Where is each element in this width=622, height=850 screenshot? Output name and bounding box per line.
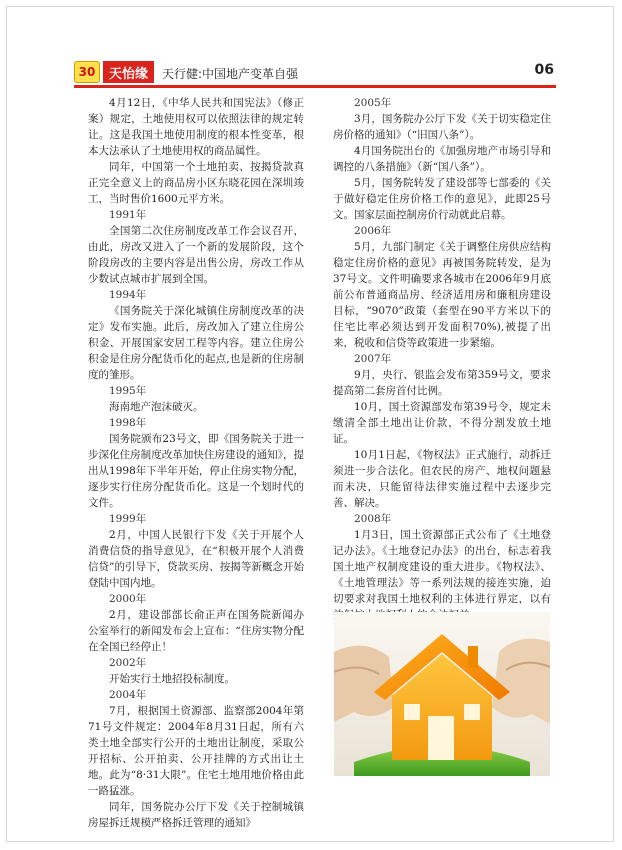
year-heading: 2008年 [354, 513, 392, 525]
year-heading: 1991年 [109, 209, 147, 221]
header-rule [74, 85, 556, 88]
paragraph: 2月，建设部部长俞正声在国务院新闻办公室举行的新闻发布会上宣布：“住房实物分配在全国已经停止！ [88, 609, 304, 653]
paragraph: 开始实行土地招投标制度。 [109, 673, 235, 685]
paragraph: 海南地产泡沫破灭。 [109, 401, 204, 413]
paragraph: 2月，中国人民银行下发《关于开展个人消费信贷的指导意见》，在“积极开展个人消费信贷”的引导下，贷款买房、按揭等新概念开始登陆中国内地。 [88, 529, 304, 589]
magazine-logo [74, 61, 154, 83]
paragraph: 9月，央行、银监会发布第359号文，要求提高第二套房首付比例。 [333, 369, 551, 397]
year-heading: 2005年 [354, 97, 392, 109]
logo-badge: 30 [74, 61, 100, 83]
right-hand [492, 639, 550, 724]
year-heading: 1995年 [109, 385, 147, 397]
house-illustration [334, 612, 550, 776]
year-heading: 2002年 [109, 657, 147, 669]
paragraph: 《国务院关于深化城镇住房制度改革的决定》发布实施。此后，房改加入了建立住房公积金、开展国家安居工程等内容。建立住房公积金是住房分配货币化的起点,也是新的住房制度的雏形。 [88, 305, 304, 381]
logo-text: 天怡缘 [103, 61, 154, 83]
paragraph: 国务院颁布23号文，即《国务院关于进一步深化住房制度改革加快住房建设的通知》，提出从1998年下半年开始，停止住房实物分配，逐步实行住房分配货币化。这是一个划时代的文件。 [88, 433, 304, 509]
paragraph: 同年，国务院办公厅下发《关于控制城镇房屋拆迁规模严格拆迁管理的通知》 [88, 801, 304, 829]
paragraph: 3月，国务院办公厅下发《关于切实稳定住房价格的通知》（“旧国八条”）。 [333, 113, 551, 141]
house-in-hands-photo [334, 612, 550, 776]
year-heading: 2007年 [354, 353, 392, 365]
right-column [333, 95, 551, 639]
paragraph: 1月3日，国土资源部正式公布了《土地登记办法》。《土地登记办法》的出台，标志着我国土地产权制度建设的重大进步。《物权法》、《土地管理法》等一系列法规的接连实施，迫切要求对我国土地权利的主体进行界定，以有 [333, 529, 551, 605]
year-heading: 2006年 [354, 225, 392, 237]
year-heading: 2000年 [109, 593, 147, 605]
paragraph: 5月，九部门制定《关于调整住房供应结构稳定住房价格的意见》再被国务院转发，是为37号文。文件明确要求各城市在2006年9月底前公布普通商品房、经济适用房和廉租房建设目标，“9070”政策（套型在90平方米以下的住宅比率必须达到开发面积70%),被提了出来，税收和信贷等政策进一步紧缩。 [333, 241, 551, 349]
section-title: 天行健:中国地产变革自强 [162, 67, 299, 81]
paragraph: 4月12日，《中华人民共和国宪法》（修正案）规定，土地使用权可以依照法律的规定转让。这是我国土地使用制度的根本性变革，根本大法承认了土地使用权的商品属性。 [88, 97, 304, 157]
page-header [74, 61, 554, 85]
paragraph: 全国第二次住房制度改革工作会议召开，由此，房改又进入了一个新的发展阶段，这个阶段房改的主要内容是出售公房，房改工作从少数试点城市扩展到全国。 [88, 225, 304, 285]
paragraph: 同年，中国第一个土地拍卖、按揭贷款真正完全意义上的商品房小区东晓花园在深圳竣工，当时售价1600元平方米。 [88, 161, 304, 205]
paragraph: 7月，根据国土资源部、监察部2004年第71号文件规定：2004年8月31日起，所有六类土地全部实行公开的土地出让制度，采取公开招标、公开拍卖、公开挂牌的方式出让土地。此为“8·31大限”。住宅土地用地价格由此一路猛涨。 [88, 705, 304, 797]
year-heading: 2004年 [109, 689, 147, 701]
year-heading: 1998年 [109, 417, 147, 429]
paragraph: 4月国务院出台的《加强房地产市场引导和调控的八条措施》（新“国八条”）。 [333, 145, 551, 173]
paragraph: 10月1日起，《物权法》正式施行，动拆迁须进一步合法化。但农民的房产、地权问题悬而未决，只能留待法律实施过程中去逐步完善、解决。 [333, 449, 551, 509]
year-heading: 1994年 [109, 289, 147, 301]
left-column [88, 95, 304, 831]
paragraph: 10月，国土资源部发布第39号令，规定未缴清全部土地出让价款，不得分割发放土地证。 [333, 401, 551, 445]
house-door [428, 716, 454, 760]
page-number: 06 [534, 62, 554, 78]
year-heading: 1999年 [109, 513, 147, 525]
paragraph: 5月，国务院转发了建设部等七部委的《关于做好稳定住房价格工作的意见》，此即25号文。国家层面控制房价行动就此启幕。 [333, 177, 551, 221]
